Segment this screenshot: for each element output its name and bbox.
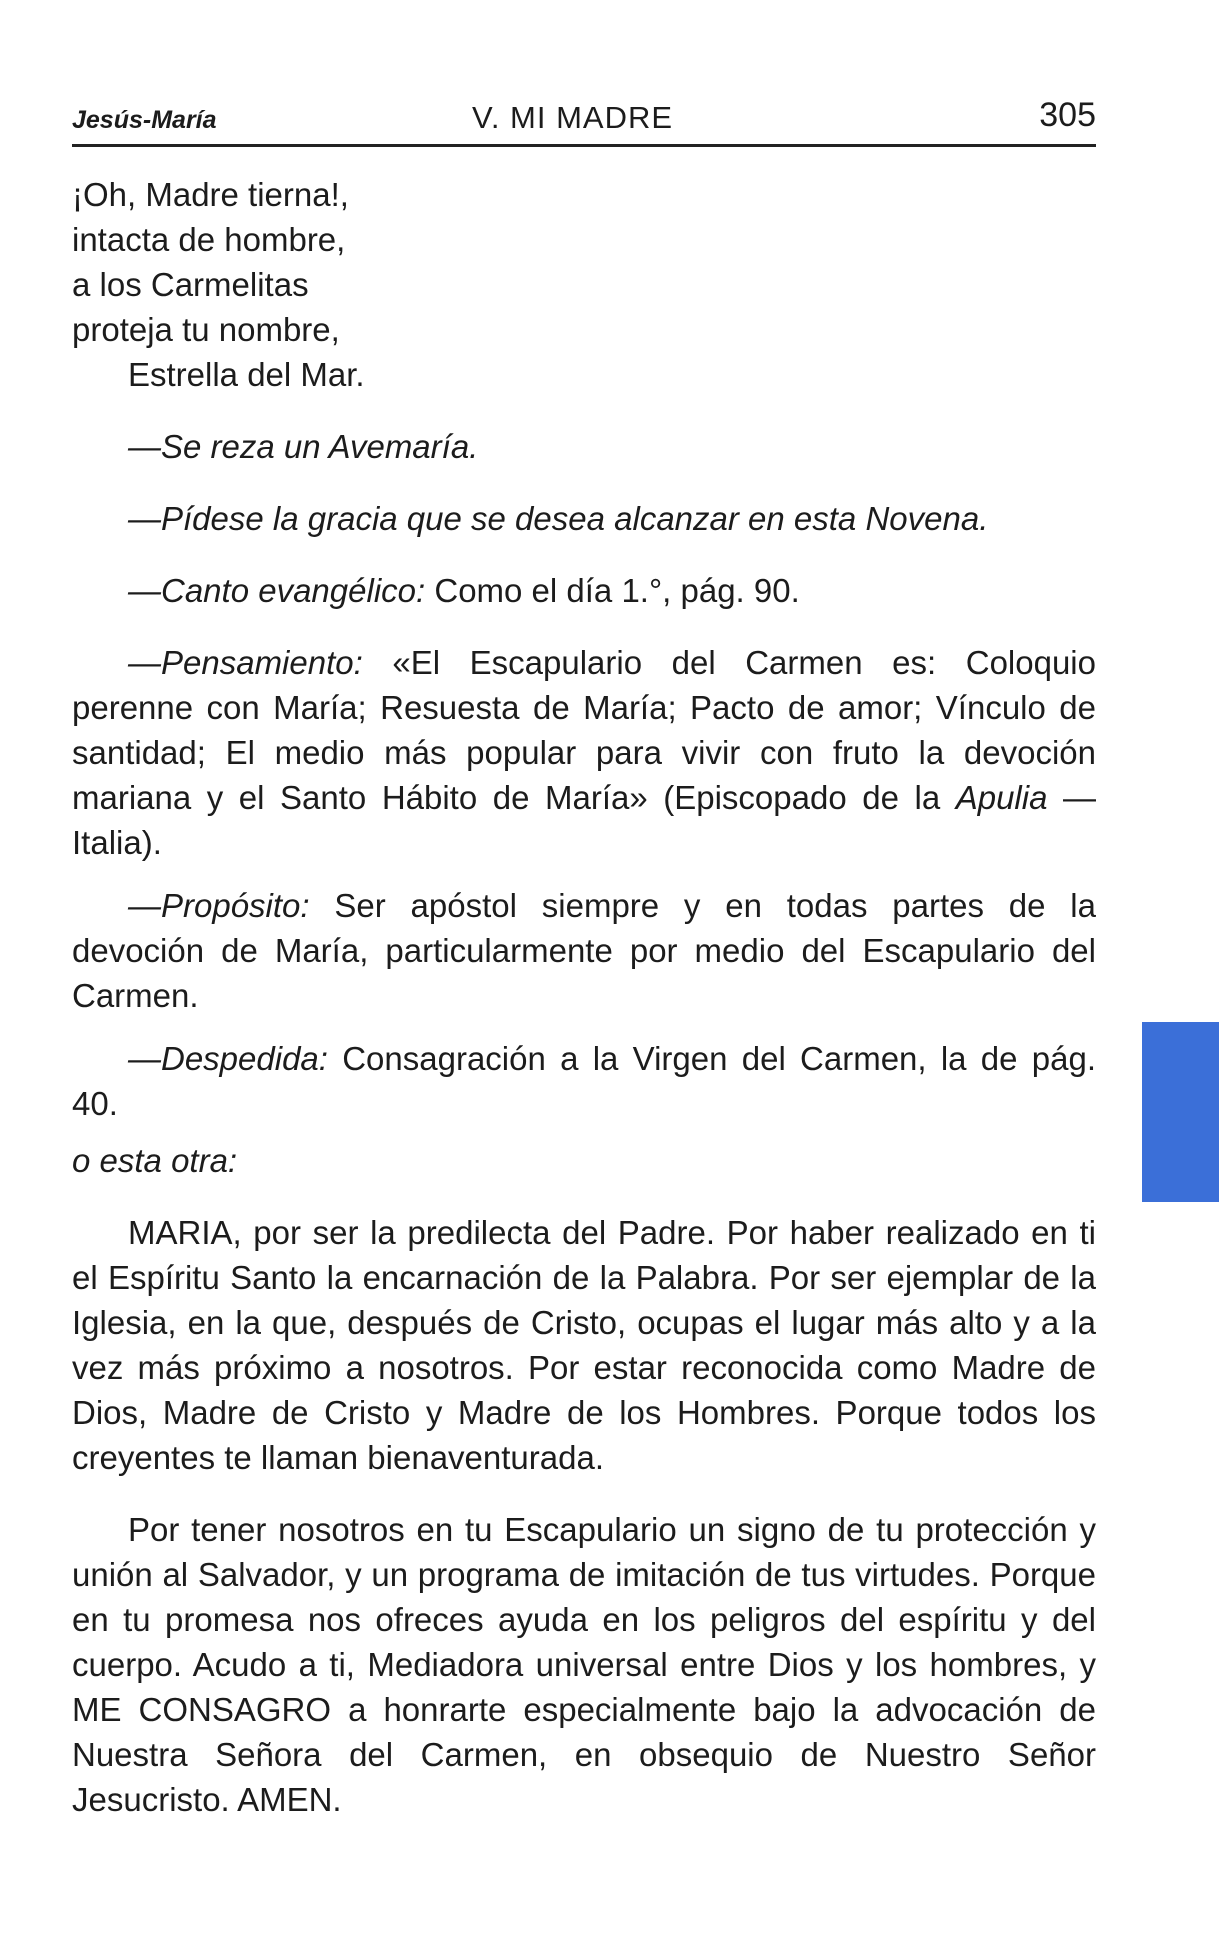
rubric-canto	[72, 568, 1096, 613]
proposito-label: —Propósito:	[128, 887, 310, 924]
pensamiento-text: «El Escapulario del Carmen es: Coloquio perenne con María; Resuesta de María; Pacto de amor; Vínculo de santidad; El medio más popular para vivir con fruto la devoción mariana y el Santo Hábito de María» (Episcopado de la	[72, 644, 1096, 816]
page-number: 305	[1039, 96, 1096, 134]
chapter-title: V. MI MADRE	[472, 100, 674, 135]
verse-line: a los Carmelitas	[72, 266, 309, 303]
verse-line: proteja tu nombre,	[72, 311, 340, 348]
rubric-otra: o esta otra:	[72, 1142, 238, 1179]
running-header	[72, 96, 1096, 147]
pensamiento-italic: Apulia	[955, 779, 1048, 816]
canto-text: Como el día 1.°, pág. 90.	[425, 572, 800, 609]
pensamiento-end: — Italia).	[72, 779, 1096, 861]
canto-label: —Canto evangélico:	[128, 572, 426, 609]
despedida-label: —Despedida:	[128, 1040, 328, 1077]
rubric-gracia: —Pídese la gracia que se desea alcanzar en esta Novena.	[128, 500, 989, 537]
rubric-proposito	[72, 883, 1096, 1018]
header-left-title: Jesús-María	[72, 106, 217, 134]
verse-refrain: Estrella del Mar.	[128, 356, 365, 393]
prayer-paragraph-1: MARIA, por ser la predilecta del Padre. Por haber realizado en ti el Espíritu Santo la encarnación de la Palabra. Por ser ejemplar de la Iglesia, en la que, después de Cristo, ocupas el lugar más alto y a la vez más próximo a nosotros. Por estar reconocida como Madre de Dios, Madre de Cristo y Madre de los Hombres. Porque todos los creyentes te llaman bienaventurada.	[72, 1214, 1096, 1476]
verse-line: ¡Oh, Madre tierna!,	[72, 176, 349, 213]
verse-line: intacta de hombre,	[72, 221, 346, 258]
verse-block	[72, 172, 1096, 397]
rubric-despedida	[72, 1036, 1096, 1126]
despedida-text: Consagración a la Virgen del Carmen, la de pág. 40.	[72, 1040, 1096, 1122]
proposito-text: Ser apóstol siempre y en todas partes de la devoción de María, particularmente por medio del Escapulario del Carmen.	[72, 887, 1096, 1014]
pensamiento-label: —Pensamiento:	[128, 644, 363, 681]
rubric-avemaria: —Se reza un Avemaría.	[128, 428, 479, 465]
rubric-pensamiento	[72, 640, 1096, 865]
edge-thumb-tab	[1142, 1022, 1219, 1202]
page-body	[72, 172, 1096, 1822]
prayer-paragraph-2: Por tener nosotros en tu Escapulario un signo de tu protección y unión al Salvador, y un programa de imitación de tus virtudes. Porque en tu promesa nos ofreces ayuda en los peligros del espíritu y del cuerpo. Acudo a ti, Mediadora universal entre Dios y los hombres, y ME CONSAGRO a honrarte especialmente bajo la advocación de Nuestra Señora del Carmen, en obsequio de Nuestro Señor Jesucristo. AMEN.	[72, 1511, 1096, 1818]
